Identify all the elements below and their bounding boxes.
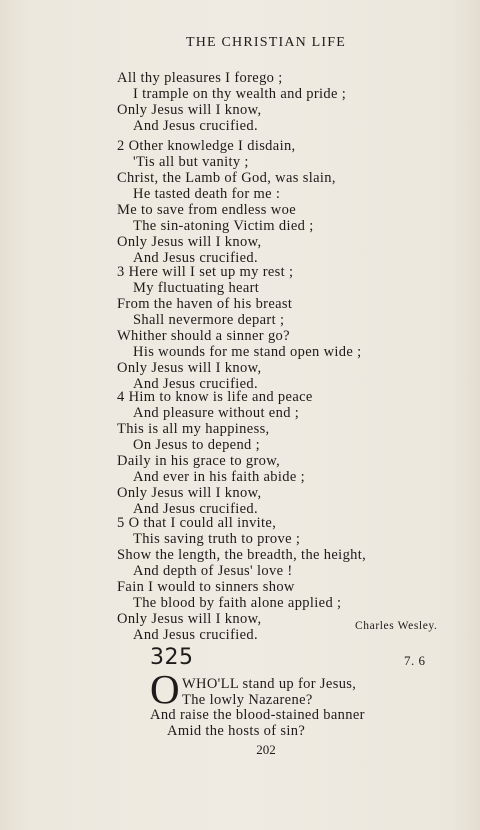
verse-line: Only Jesus will I know, (117, 234, 262, 250)
hymn-number: 325 (150, 645, 194, 670)
verse-line: And depth of Jesus' love ! (133, 563, 293, 579)
verse-line: This saving truth to prove ; (133, 531, 301, 547)
verse-line: The sin-atoning Victim died ; (133, 218, 314, 234)
verse-line: And Jesus crucified. (133, 501, 258, 517)
running-header: THE CHRISTIAN LIFE (185, 35, 347, 50)
verse-line: 3 Here will I set up my rest ; (117, 264, 294, 280)
verse-line: Christ, the Lamb of God, was slain, (117, 170, 336, 186)
verse-line: My fluctuating heart (133, 280, 260, 296)
verse-line: Only Jesus will I know, (117, 102, 262, 118)
verse-line: Amid the hosts of sin? (167, 723, 306, 739)
verse-line: Daily in his grace to grow, (117, 453, 281, 469)
verse-line: Shall nevermore depart ; (133, 312, 285, 328)
verse-line: And Jesus crucified. (133, 376, 258, 392)
verse-line: I trample on thy wealth and pride ; (133, 86, 347, 102)
verse-line: And Jesus crucified. (133, 627, 258, 643)
verse-line: WHO'LL stand up for Jesus, (182, 676, 357, 692)
verse-line: Show the length, the breadth, the height, (117, 547, 367, 563)
verse-line: And pleasure without end ; (133, 405, 300, 421)
verse-line: All thy pleasures I forego ; (117, 70, 283, 86)
verse-line: Whither should a sinner go? (117, 328, 290, 344)
hymn-meter: 7. 6 (404, 653, 426, 668)
drop-cap-letter: O (150, 666, 180, 712)
verse-line: From the haven of his breast (117, 296, 293, 312)
verse-line: 4 Him to know is life and peace (117, 389, 313, 405)
verse-line: 5 O that I could all invite, (117, 515, 277, 531)
author-attribution: Charles Wesley. (355, 620, 438, 632)
verse-line: And Jesus crucified. (133, 118, 258, 134)
verse-line: And raise the blood-stained banner (150, 707, 365, 723)
verse-line: And Jesus crucified. (133, 250, 258, 266)
verse-line: Only Jesus will I know, (117, 611, 262, 627)
verse-line: Fain I would to sinners show (117, 579, 295, 595)
verse-line: He tasted death for me : (133, 186, 281, 202)
verse-line: On Jesus to depend ; (133, 437, 261, 453)
verse-line: 'Tis all but vanity ; (133, 154, 249, 170)
verse-line: Me to save from endless woe (117, 202, 296, 218)
page-number: 202 (256, 742, 276, 757)
verse-line: 2 Other knowledge I disdain, (117, 138, 296, 154)
verse-line: Only Jesus will I know, (117, 360, 262, 376)
verse-line: This is all my happiness, (117, 421, 270, 437)
verse-line: And ever in his faith abide ; (133, 469, 306, 485)
verse-line: The lowly Nazarene? (182, 692, 313, 708)
verse-line: Only Jesus will I know, (117, 485, 262, 501)
verse-line: The blood by faith alone applied ; (133, 595, 342, 611)
verse-line: His wounds for me stand open wide ; (133, 344, 362, 360)
